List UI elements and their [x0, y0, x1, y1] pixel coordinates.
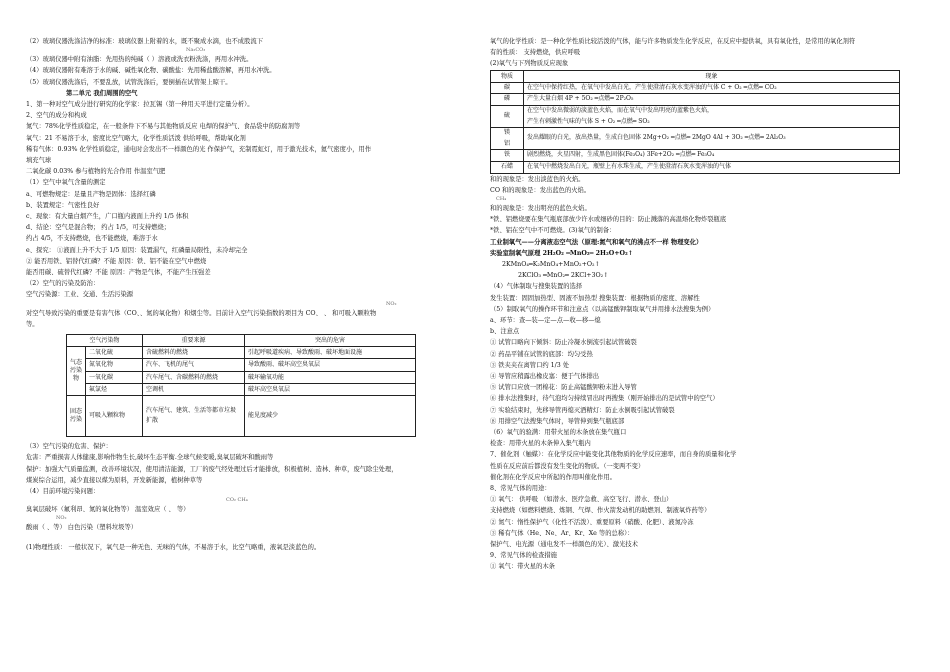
text-line: 氧气：21 不易溶于水，密度比空气略大，化学性质活泼 供给呼吸，帮助氧化剂	[26, 134, 246, 142]
text-line: 和的现象是：发出淡蓝色的火焰。	[490, 175, 585, 183]
lab-equation: 2KMnO₄═K₂MnO₄+MnO₂+O₂↑	[502, 260, 600, 268]
substance-cell: 镁 铝	[491, 128, 524, 150]
text-line: ② 能否用铁、铝替代红磷？不能 原因：铁、铝不能在空气中燃烧	[26, 257, 207, 265]
physical-property-line: (1)物理性质： 一般状况下，氧气是一种无色、无味的气体，不易溶于水，比空气略重，液氧是淡蓝色的。	[26, 543, 321, 551]
env-formulas: CO₂ CH₄	[226, 497, 248, 504]
phenomenon-cell: 剧烈燃烧，火星四射，生成黑色固体(Fe₃O₄) 3Fe+2O₂ ═点燃═ Fe₃O₄	[524, 150, 900, 162]
text-line: 危害：严重损害人体健康,影响作物生长,破坏生态平衡.全球气候变暖,臭氧层破坏和酸雨等	[26, 454, 274, 462]
lab-line: 实验室制氧气原理 2H₂O₂ ═MnO₂═ 2H₂O+O₂↑	[490, 249, 634, 257]
text-line: CO 和的现象是：发出蓝色的火焰。	[490, 186, 591, 194]
table-row	[67, 347, 416, 359]
text-line: 7、催化剂（触媒）：在化学反应中能变化其他物质的化学反应速率，而自身的质量和化学	[490, 451, 737, 459]
table-cell: 汽车尾气、含碳燃料的燃烧	[143, 371, 245, 383]
table-cell: 可吸入颗粒物	[86, 396, 143, 437]
text-line: *铁、铝燃烧要在集气瓶底部放少许水或细砂的目的：防止溅落的高温熔化物炸裂瓶底	[490, 216, 727, 224]
substance-cell: 磷	[491, 94, 524, 106]
table-header: 重要来源	[143, 335, 245, 347]
solid-group-label: 固态污染	[67, 396, 86, 437]
table-row	[491, 82, 900, 94]
text-line: （3）玻璃仪器中附有油脂：先用热的纯碱（ ）溶液或洗衣粉洗涤，再用水冲洗。	[26, 56, 253, 64]
left-section-a	[26, 99, 466, 301]
phenomenon-cell: 在空气中保持红热，在氧气中发出白光，产生使澄清石灰水变浑浊的气体 C + O₂ ═点燃═ CO₂	[524, 82, 900, 94]
table-row	[491, 150, 900, 162]
text-line: 保护气、电光源（通电发不一样颜色的光）、激光技术	[490, 541, 638, 549]
text-line: 8、常见气体的用途：	[490, 485, 551, 493]
table-header-row	[491, 70, 900, 82]
right-section-d	[490, 281, 930, 572]
pollutant-line-2: 等。	[26, 320, 39, 328]
text-line: *铁、铝在空气中不可燃烧。(3)氧气的制备：	[490, 227, 616, 235]
text-line: ② 药品平铺在试管的底部：均匀受热	[490, 350, 593, 358]
env-line-1: 臭氧层破坏（氟利昂、氮的氧化物等） 温室效应（ 、 等）	[26, 506, 190, 514]
text-line: （4）目前环境污染问题：	[26, 487, 100, 495]
oxygen-reaction-table	[490, 70, 900, 174]
gas-group-label: 气态污染物	[67, 347, 86, 396]
substance-cell: 硫	[491, 106, 524, 128]
table-row	[67, 371, 416, 383]
table-row	[491, 128, 900, 150]
text-line: ⑦ 实验结束时，先移导管再熄灭酒精灯：防止水倒吸引起试管破裂	[490, 406, 675, 414]
industry-line: 工业制氧气——分离液态空气法（原理:氮气和氧气的沸点不一样 物理变化）	[490, 238, 703, 246]
text-line: （2）玻璃仪器洗涤洁净的标准：玻璃仪器上附着的水，既不聚成水滴，也不成股流下	[26, 38, 263, 45]
text-line: 能否用碳、硫替代红磷？不能 原因：产物是气体，不能产生压强差	[26, 269, 211, 277]
env-line-2: 酸雨（ 、等） 白色污染（塑料垃圾等）	[26, 524, 138, 532]
unit-title: 第二单元 我们周围的空气	[66, 89, 138, 97]
table-row	[67, 396, 416, 437]
text-line: 填充气球	[26, 157, 52, 165]
table-header: 空气污染物	[67, 335, 143, 347]
text-line: a、可燃物规定：足量且产物是固体：选择红磷	[26, 190, 156, 198]
table-cell: 汽车、飞机的尾气	[143, 359, 245, 371]
pollutant-line: 对空气导致污染的重要是有害气体（CO、、氮的氧化物）和烟尘等。目前计入空气污染指数的项目为 CO、 、 和可吸入颗粒物	[26, 309, 377, 317]
text-line: a、环节：查—装—定—点—收—移—熄	[490, 317, 601, 324]
text-line: （4）玻璃仪器附有难溶于水的碱、碱性氧化物、碳酸盐：先用稀盐酸溶解，再用水冲洗。	[26, 67, 276, 75]
text-line: （5）玻璃仪器洗涤后，不要乱放，试管洗涤后，要倒插在试管架上晾干。	[26, 78, 232, 86]
table-cell: 二氧化硫	[86, 347, 143, 359]
table-cell: 一氧化碳	[86, 371, 143, 383]
text-line: ① 氧气： 供呼吸 （如潜水、医疗急救、高空飞行、潜水、登山）	[490, 496, 673, 504]
table-cell: 破坏高空臭氧层	[245, 383, 416, 395]
text-line: (2)氧气与下列物质反应现象	[490, 60, 569, 68]
text-line: e、探究： ①液面上升不大于 1/5 原因：装置漏气，红磷量局限性，未冷却完全	[26, 246, 248, 254]
text-line: （5）制取氧气的操作环节和注意点（以高锰酸钾制取氧气并用排水法搜集为例）	[490, 305, 715, 313]
table-header: 现象	[524, 70, 900, 82]
env-no2-formula: NO₂	[56, 515, 67, 522]
text-line: ② 氮气：惰性保护气（化性不活泼）、重要原料（硝酸、化肥）、液氮冷冻	[490, 518, 694, 526]
table-cell: 引起呼吸道疾病、导致酸雨、破坏地面设施	[245, 347, 416, 359]
table-cell: 空调机	[143, 383, 245, 395]
text-line: （3）空气污染的危害、保护：	[26, 443, 112, 451]
text-line: （1）空气中氧气含量的测定	[26, 179, 106, 187]
right-section-a	[490, 36, 930, 70]
text-line: ⑥ 排水法搜集时，待气泡均匀持续冒出时再搜集（刚开始排出的是试管中的空气）	[490, 395, 719, 403]
right-section-b	[490, 174, 930, 196]
na2co3-formula: Na₂CO₃	[186, 47, 206, 54]
table-row	[491, 106, 900, 128]
text-line: 保护：加强大气质量监测，改善环境状况，使用清洁能源，工厂的废气经处理过后才能排放，积极植树、造林、种草，废气除尘处理，	[26, 465, 398, 473]
pollution-table	[66, 334, 416, 437]
text-line: 发生装置：固固加热型、固液不加热型 搜集装置：根据物质的密度、溶解性	[490, 294, 700, 302]
text-line: （2）空气的污染及防治：	[26, 280, 100, 288]
text-line: ④ 导管应稍露出橡皮塞：便于气体排出	[490, 373, 600, 381]
substance-cell: 石蜡	[491, 161, 524, 173]
text-line: 氧气的化学性质：是一种化学性质比较活泼的气体，能与许多物质发生化学反应，在反应中提供氧，具有氧化性，是常用的氧化剂符	[490, 38, 856, 45]
table-cell: 含硫燃料的燃烧	[143, 347, 245, 359]
text-line: ⑧ 用排空气法搜集气体时，导管伸到集气瓶底部	[490, 417, 625, 425]
ch4-formula: CH₄	[496, 195, 507, 202]
text-line: （6）氧气的验满：用带火星的木条放在集气瓶口	[490, 429, 627, 437]
table-header: 突出的危害	[245, 335, 416, 347]
text-line: ⑤ 试管口应放一团棉花：防止高锰酸钾粉末进入导管	[490, 384, 637, 392]
text-line: 有的性质： 支持燃烧，供应呼吸	[490, 49, 581, 57]
table-row	[67, 383, 416, 395]
text-line: 空气污染源：工业、交通、生活污染源	[26, 291, 134, 299]
text-line: b、装置规定：气密性良好	[26, 201, 100, 209]
oxygen-table-body	[491, 82, 900, 173]
text-line: 性质在反应前后都没有发生变化的物质。（一变两不变）	[490, 462, 645, 470]
text-line: 催化剂在化学反应中所起的作用叫催化作用。	[490, 473, 616, 481]
left-section-b	[26, 441, 466, 497]
text-line: 稀有气体：0.93% 化学性质稳定，通电时会发出不一样颜色的光 作保护气，充制霓虹灯，用于激光技术，氦气密度小，用作	[26, 145, 372, 153]
table-cell: 氟氯烃	[86, 383, 143, 395]
table-row	[67, 359, 416, 371]
text-line: ① 试管口略向下倾斜：防止冷凝水倒流引起试管破裂	[490, 339, 637, 347]
table-header-row	[67, 335, 416, 347]
text-line: 氮气：78%化学性质稳定，在一般条件下不易与其他物质反应 电焊的保护气、食品袋中的防腐剂等	[26, 123, 301, 131]
text-line: d、结论：空气是混合物； 约占 1/5，可支持燃烧；	[26, 224, 171, 232]
no2-formula: NO₂	[386, 300, 397, 307]
table-cell: 破坏输氧功能	[245, 371, 416, 383]
phenomenon-cell: 在氧气中燃烧发出白光，瓶壁上有水珠生成，产生使澄清石灰水变浑浊的气体	[524, 161, 900, 173]
text-line: 9、常见气体的检查措施	[490, 552, 557, 560]
lab-equation: 2KClO₃ ═MnO₂═ 2KCl+3O₂↑	[518, 272, 609, 280]
text-line: 1、第一种对空气成分进行研究的化学家：拉瓦锡（第一种用天平进行定量分析）。	[26, 101, 254, 109]
table-row	[491, 161, 900, 173]
text-line: 二氧化碳 0.03% 参与植物的光合作用 作温室气肥	[26, 168, 166, 176]
table-cell: 导致酸雨、破坏高空臭氧层	[245, 359, 416, 371]
left-column	[26, 36, 466, 553]
right-section-c	[490, 203, 930, 237]
text-line: 煤炭综合运用，减少直接以煤为原料，开发新能源，植树种草等	[26, 476, 203, 484]
table-cell: 汽车尾气、建筑、生活等都市垃圾扩散	[143, 396, 245, 437]
table-header: 物质	[491, 70, 524, 82]
phenomenon-cell: 发出耀眼的白光，放出热量，生成白色固体 2Mg+O₂ ═点燃═ 2MgO 4Al + 3O₂ ═点燃═ 2Al₂O₃	[524, 128, 900, 150]
substance-cell: 铁	[491, 150, 524, 162]
text-line: ① 氧气：带火星的木条	[490, 563, 555, 571]
substance-cell: 碳	[491, 82, 524, 94]
text-line: c、现象：有大量白烟产生，广口瓶内液面上升约 1/5 体积	[26, 213, 189, 221]
text-line: （4）气体制取与搜集装置的选择	[490, 283, 583, 291]
right-column	[490, 36, 930, 573]
text-line: 2、空气的成分和构成	[26, 112, 87, 120]
text-line: b、注意点	[490, 328, 520, 336]
table-cell: 氮氧化物	[86, 359, 143, 371]
table-cell: 能见度减少	[245, 396, 416, 437]
table-row	[491, 94, 900, 106]
text-line: 和的现象是：发出明亮的蓝色火焰。	[490, 204, 591, 212]
text-line: ③ 铁夹夹在离管口约 1/3 处	[490, 361, 570, 369]
phenomenon-cell: 产生大量白烟 4P + 5O₂ ═点燃═ 2P₂O₅	[524, 94, 900, 106]
phenomenon-cell: 在空气中发出微弱的淡蓝色火焰，而在氧气中发出明亮的蓝紫色火焰， 产生有刺激性气味的气体 S + O₂ ═点燃═ SO₂	[524, 106, 900, 128]
text-line: 支持燃烧（如燃料燃烧、炼钢、气焊、作火箭发动机的助燃剂、制液氧炸药等）	[490, 507, 711, 515]
text-line: ③ 稀有气体（He、Ne、Ar、Kr、Xe 等的总称）：	[490, 529, 634, 537]
text-line: 约占 4/5，不支持燃烧，也不能燃烧，难溶于水	[26, 235, 158, 243]
text-line: 检查：用带火星的木条伸入集气瓶内	[490, 440, 591, 448]
